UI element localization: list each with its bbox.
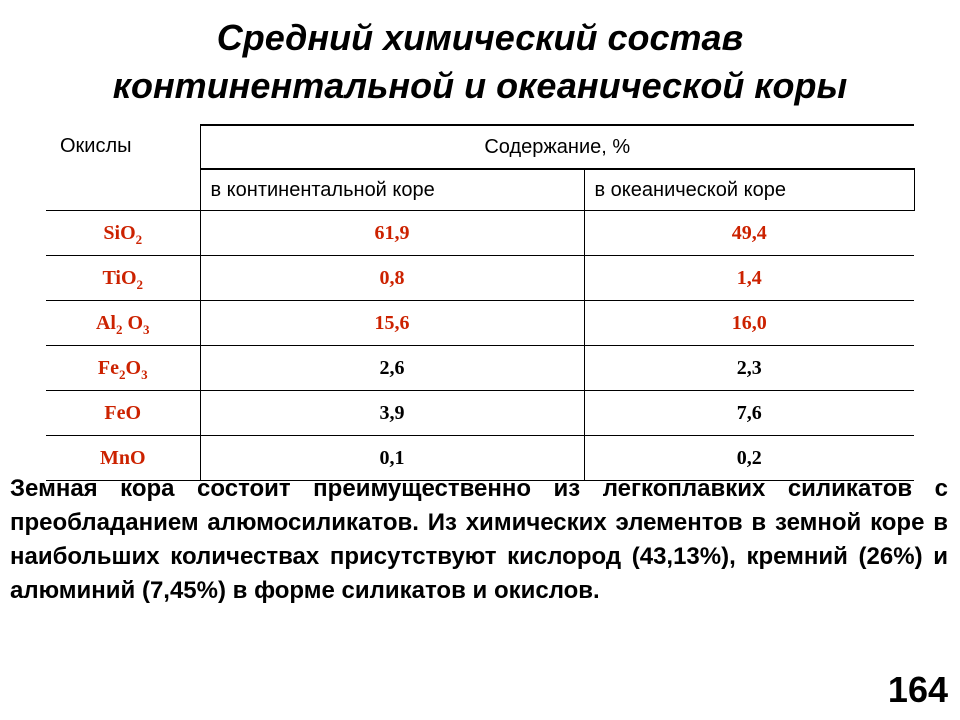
oxide-formula: $Fe_2O_3$ bbox=[46, 346, 200, 391]
oxide-formula: MnO bbox=[46, 436, 200, 481]
continental-value: 3,9 bbox=[200, 391, 584, 436]
continental-value: 0,1 bbox=[200, 436, 584, 481]
table-row bbox=[46, 391, 914, 436]
table-row bbox=[46, 301, 914, 346]
table-row bbox=[46, 211, 914, 256]
oceanic-value: 49,4 bbox=[584, 211, 914, 256]
oxide-formula: FeO bbox=[46, 391, 200, 436]
oceanic-value: 7,6 bbox=[584, 391, 914, 436]
oceanic-value: 16,0 bbox=[584, 301, 914, 346]
page-title bbox=[0, 14, 960, 110]
table-row bbox=[46, 346, 914, 391]
header-content: Содержание, % bbox=[200, 125, 914, 169]
continental-value: 15,6 bbox=[200, 301, 584, 346]
title-line-1: Средний химический состав bbox=[216, 17, 744, 58]
oceanic-value: 1,4 bbox=[584, 256, 914, 301]
table-row bbox=[46, 256, 914, 301]
continental-value: 61,9 bbox=[200, 211, 584, 256]
page-number: 164 bbox=[887, 669, 948, 710]
oxide-formula: SiO$_2$ bbox=[46, 211, 200, 256]
continental-value: 2,6 bbox=[200, 346, 584, 391]
oxide-formula: $Al_2$ $O_3$ bbox=[46, 301, 200, 346]
description-paragraph: Земная кора состоит преимущественно из легкоплавких силикатов с преобладанием алюмосиликатов. Из химических элементов в земной коре в наибольших количествах присутствуют кислород (43,13%), кремний (26%) и алюминий (7,45%) в форме силикатов и окислов. bbox=[10, 475, 948, 604]
composition-table bbox=[46, 124, 915, 481]
header-continental: в континентальной коре bbox=[200, 169, 584, 211]
continental-value: 0,8 bbox=[200, 256, 584, 301]
oceanic-value: 2,3 bbox=[584, 346, 914, 391]
oxide-formula: TiO$_2$ bbox=[46, 256, 200, 301]
title-line-2: континентальной и океанической коры bbox=[112, 65, 848, 106]
oceanic-value: 0,2 bbox=[584, 436, 914, 481]
header-oceanic: в океанической коре bbox=[584, 169, 914, 211]
header-oxides: Окислы bbox=[46, 125, 200, 211]
